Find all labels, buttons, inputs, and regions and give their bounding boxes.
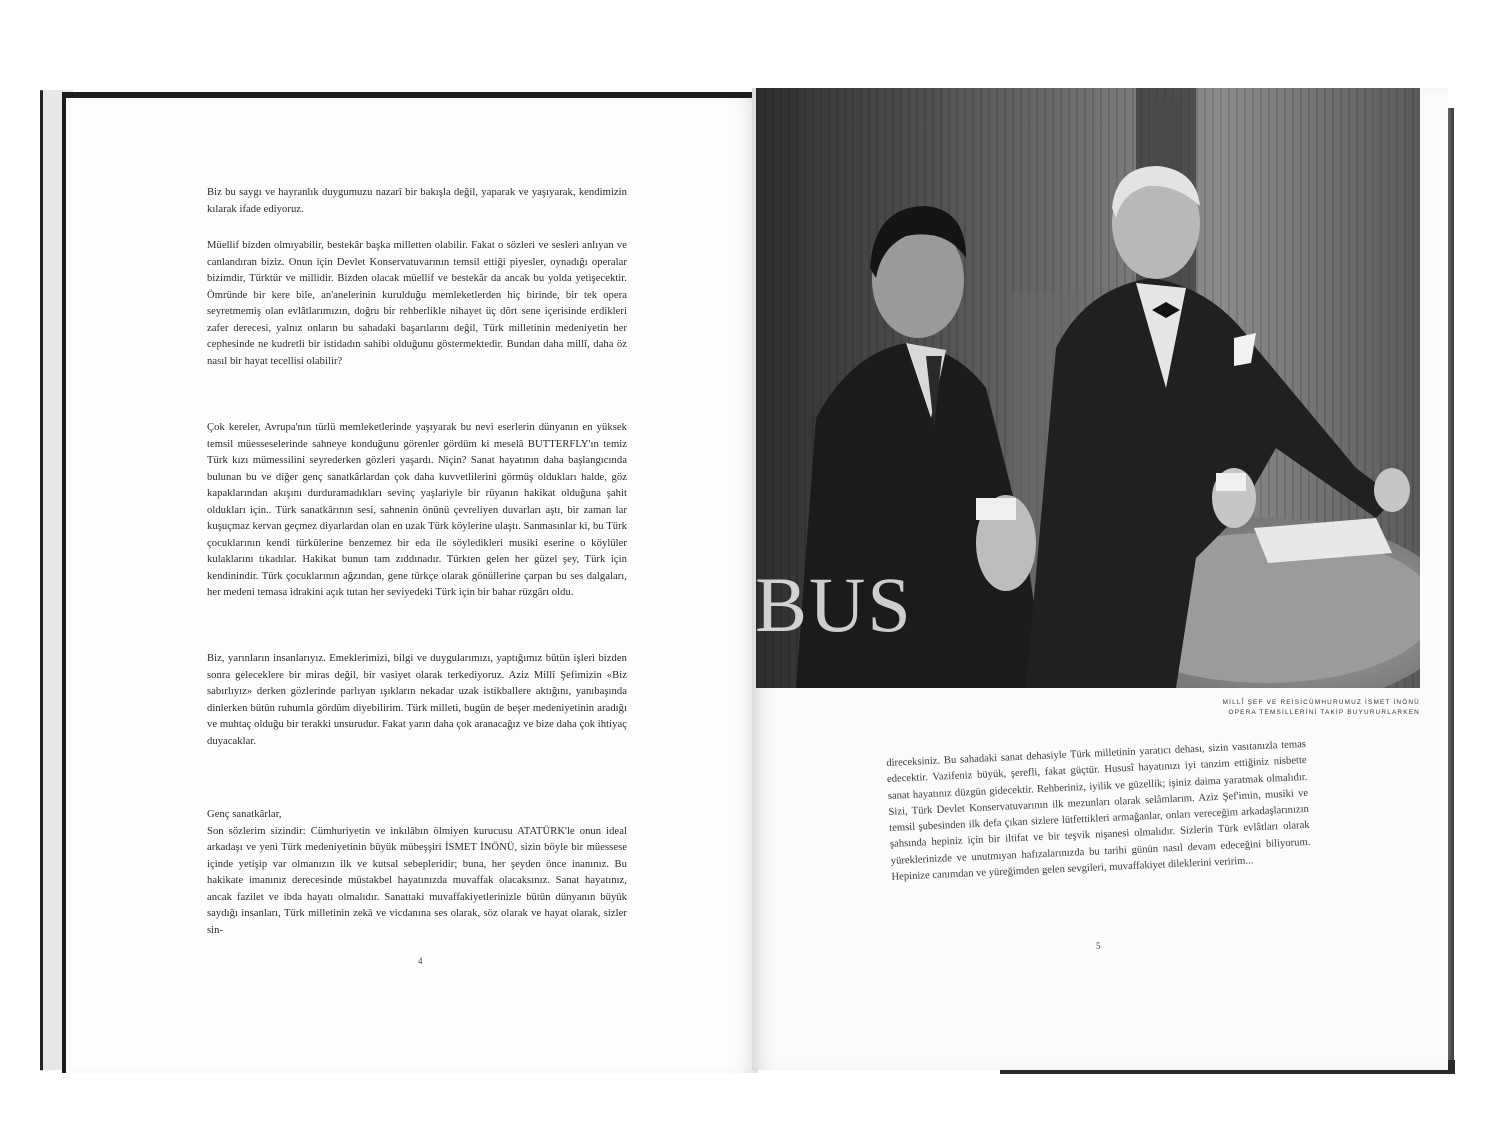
- paragraph-4: Biz, yarınların insanlarıyız. Emeklerimizi, bilgi ve duygularımızı, yaptığımız bütün işleri bizden sonra geleceklere bir miras değil, bir vasiyet olarak terkediyoruz. Aziz Millî Şefimizin «Biz sabırlıyız» derken gözlerinde parlıyan ışıkların nekadar uzak istikballere aktığını, yanıbaşında dinlerken bütün ruhumla gördüm diyebilirim. Türk milleti, bugün de beşer medeniyetinin aradığı ve muhtaç olduğu bir terakki unsurudur. Fakat yarın daha çok aranacağız ve bize daha çok ihtiyaç duyacaklar.: [207, 653, 627, 747]
- photo-caption-line-1: MİLLÎ ŞEF VE REİSİCÜMHURUMUZ İSMET İNÖNÜ: [1222, 699, 1420, 706]
- photo-caption-line-2: OPERA TEMSİLLERİNİ TAKİP BUYURURLARKEN: [1228, 709, 1420, 716]
- watermark: BUS: [755, 561, 913, 648]
- photo-caption: [1150, 698, 1420, 718]
- paragraph-3: Çok kereler, Avrupa'nın türlü memleketlerinde yaşıyarak bu nevi eserlerin dünyanın en yüksek temsil müesseselerinde sahneye konduğunu görenler gördüm ki meselâ BUTTERFLY'ın temiz Türk kızı mümessilini seyrederken gözleri yaşardı. Niçin? Sanat hayatının daha başlangıcında bulunan bu ve diğer genç sanatkârlardan çok daha kuvvetlilerini görmüş oldukları halde, göz kapaklarından akışını durduramadıkları sevinç yaşlariyle bir rüyanın hakikat olduğuna şahit oldukları için.. Türk sanatkârının sesi, sahnenin önünü çevreliyen duvarları aştı, bir zaman lar kuşuçmaz kervan geçmez diyarlardan olan en uzak Türk köylerine ulaştı. Sanmasınlar ki, bu Türk çocuklarının kendi türkülerine benzemez bir eda ile söyledikleri musiki eserine o köylüler kulaklarını tıkadılar. Hakikat bunun tam zıddınadır. Türkten gelen her güzel şey, Türk için kendinindir. Türk çocuklarının ağzından, gene türkçe olarak gönüllerine çarpan bu ses dalgaları, her medeni temasa idrakini açık tutan her seviyedeki Türk için bir bahar rüzgârı oldu.: [207, 422, 627, 598]
- closing-text: Son sözlerim sizindir: Cümhuriyetin ve inkılâbın ölmiyen kurucusu ATATÜRK'le onun ideal arkadaşı ve yeni Türk medeniyetinin büyük mübeşşiri İSMET İNÖNÜ, sizin böyle bir müessese içinde yetişip var olmanızın ilk ve kutsal sebepleridir; buna, her şeyden önce inanınız. Bu hakikate imanınız derecesinde müstakbel hayatınızda muvaffak olacaksınız. Sanat hayatınız, ancak fazilet ve ibda hayatı olmalıdır. Sanattaki muvaffakiyetlerinizle bütün dünyanın büyük saydığı insanları, Türk milletinin zekâ ve vicdanına ses olarak, söz olarak ve hayat olarak, sizler sin-: [207, 825, 627, 936]
- paragraph-2: Müellif bizden olmıyabilir, bestekâr başka milletten olabilir. Fakat o sözleri ve sesleri anlıyan ve canlandıran biziz. Onun için Devlet Konservatuvarının temsil ettiği piyesler, oynadığı operalar bizimdir, Türktür ve millidir. Bizden olacak müellif ve bestekâr da ancak bu yolda yetişecektir. Ömründe bir kere bile, an'anelerinin kurulduğu memleketlerden hiç birinde, bir tek opera seyretmemiş olan evlâtlarımızın, doğru bir rehberlikle nihayet üç dört sene içerisinde erdikleri zafer derecesi, yalnız onların bu sahadaki başarılarını değil, Türk milletinin medeniyetin her cephesinde ne kudretli bir istidadın sahibi olduğunu göstermektedir. Bundan daha millî, daha öz nasıl bir hayat tecellisi olabilir?: [207, 240, 627, 367]
- closing-section: [207, 807, 627, 939]
- page-number-left: 4: [418, 956, 423, 966]
- paragraph-1: Biz bu saygı ve hayranlık duygumuzu nazarî bir bakışla değil, yaparak ve yaşıyarak, kendimizin kılarak ifade ediyoruz.: [207, 187, 627, 215]
- right-page-text: direceksiniz. Bu sahadaki sanat dehasiyle Türk milletinin yaratıcı dehası, sizin vasıtanızla temas edecektir. Vazifeniz büyük, şerefli, fakat güçtür. Hususî hayatınızı iyi tanzim ettiğiniz nisbette sanat hayatınız düzgün gidecektir. Rehberiniz, iyilik ve güzellik; işiniz daima yaratmak olmalıdır. Sizi, Türk Devlet Konservatuvarının ilk mezunları olarak selâmlarım. Aziz Şef'imin, musiki ve temsil şubesinden ilk defa çıkan sizlere lütfettikleri armağanlar, onları vereceğim arkadaşlarınızın şahsında hepiniz için bir iltifat ve bir teşvik nişanesi olmalıdır. Sizlerin Türk evlâtları olarak yüreklerinizde ve unutmıyan hafızalarınızda bu tarihi günün nasıl devam edeceğini biliyorum. Hepinize canımdan ve yüreğimden gelen sevgileri, muvaffakiyet dileklerini veririm...: [886, 738, 1311, 883]
- page-number-right: 5: [1096, 941, 1101, 951]
- closing-heading: Genç sanatkârlar,: [207, 809, 282, 820]
